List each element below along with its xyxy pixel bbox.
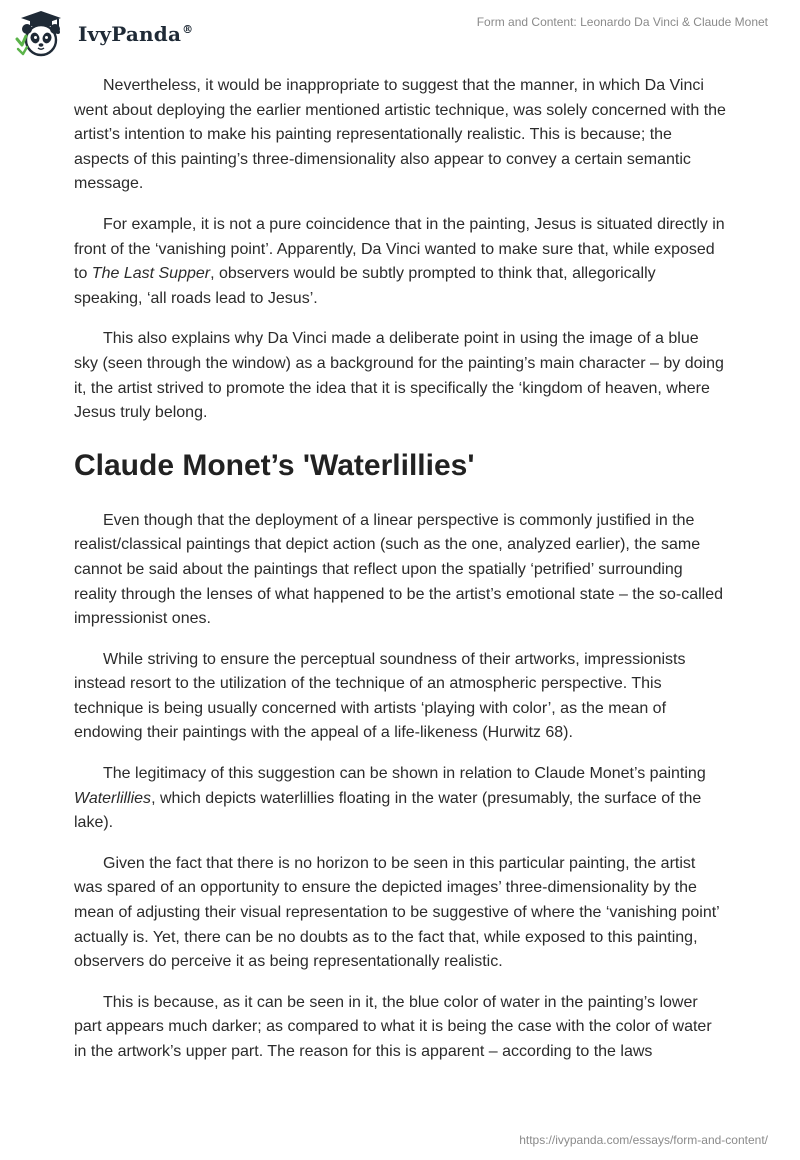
- essay-body: [74, 74, 726, 1081]
- document-title: Form and Content: Leonardo Da Vinci & Claude Monet: [476, 15, 768, 29]
- paragraph-4: Even though that the deployment of a linear perspective is commonly justified in the realist/classical paintings that depict action (such as the one, analyzed earlier), the same cannot be said about the paintings that reflect upon the spatially ‘petrified’ surrounding reality through the lenses of what happened to be the artist’s emotional state – the so-called impressionist ones.: [74, 511, 723, 628]
- paragraph-2: [74, 213, 726, 311]
- artwork-title-last-supper: The Last Supper: [91, 265, 211, 283]
- paragraph-6: [74, 762, 726, 836]
- paragraph-6-text-a: The legitimacy of this suggestion can be shown in relation to Claude Monet’s painting: [103, 765, 706, 783]
- source-url[interactable]: https://ivypanda.com/essays/form-and-content/: [519, 1133, 768, 1147]
- registered-mark: ®: [182, 23, 194, 37]
- brand-name: IvyPanda®: [78, 22, 194, 46]
- paragraph-2-text-a: For example, it is not a pure coincidence that in the painting, Jesus is situated directly in front of the ‘vanishing point’. Apparently, Da Vinci wanted to make sure that, while exposed to: [74, 215, 725, 283]
- paragraph-7: Given the fact that there is no horizon to be seen in this particular painting, the artist was spared of an opportunity to ensure the depicted images’ three-dimensionality by the mean of adjusting their visual representation to be suggestive of where the ‘vanishing point’ actually is. Yet, there can be no doubts as to the fact that, while exposed to this painting, observers do perceive it as being representationally realistic.: [74, 854, 720, 971]
- paragraph-2-text-b: , observers would be subtly prompted to think that, allegorically speaking, ‘all roads lead to Jesus’.: [74, 265, 656, 307]
- artwork-title-waterlillies: Waterlillies: [74, 789, 152, 807]
- page-header: [0, 0, 800, 60]
- ivypanda-logo[interactable]: [14, 9, 193, 57]
- paragraph-8: This is because, as it can be seen in it, the blue color of water in the painting’s lower part appears much darker; as compared to what it is being the case with the color of water in the artwork’s upper part. The reason for this is apparent – according to the laws: [74, 993, 712, 1060]
- paragraph-1: Nevertheless, it would be inappropriate to suggest that the manner, in which Da Vinci went about deploying the earlier mentioned artistic technique, was solely concerned with the artist’s intention to make his painting representationally realistic. This is because; the aspects of this painting’s three-dimensionality also appear to convey a certain semantic message.: [74, 77, 726, 193]
- panda-graduation-cap-icon: [14, 9, 68, 57]
- paragraph-6-text-b: , which depicts waterlillies floating in the water (presumably, the surface of the lake).: [74, 789, 702, 832]
- section-heading: Claude Monet’s 'Waterlillies': [74, 448, 475, 482]
- paragraph-5: While striving to ensure the perceptual soundness of their artworks, impressionists instead resort to the utilization of the technique of an atmospheric perspective. This technique is being usually concerned with artists ‘playing with color’, as the mean of endowing their paintings with the appeal of a life-likeness (Hurwitz 68).: [74, 650, 686, 742]
- paragraph-3: This also explains why Da Vinci made a deliberate point in using the image of a blue sky (seen through the window) as a background for the painting’s main character – by doing it, the artist strived to promote the idea that it is specifically the ‘kingdom of heaven, where Jesus truly belong.: [74, 330, 724, 422]
